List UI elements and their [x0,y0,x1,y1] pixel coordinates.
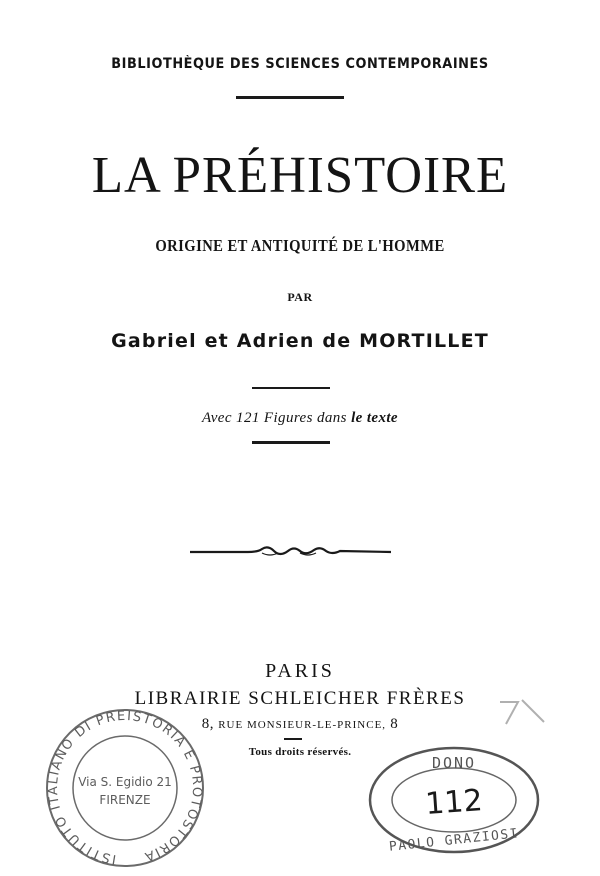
donation-stamp [366,744,542,856]
divider-top [236,96,344,99]
imprint-city: PARIS [265,660,335,682]
book-subtitle: ORIGINE ET ANTIQUITÉ DE L'HOMME [155,236,445,255]
address-number-left: 8, [201,716,214,732]
address-street: RUE MONSIEUR-LE-PRINCE, [218,719,387,731]
ornament-divider [188,541,393,561]
figures-note-bold: le texte [351,410,398,426]
series-title: BIBLIOTHÈQUE DES SCIENCES CONTEMPORAINES [111,56,489,72]
figures-note-text: Avec 121 Figures dans [202,410,347,426]
book-title: LA PRÉHISTOIRE [91,147,509,204]
stamp-ring-text: ISTITUTO ITALIANO DI PREISTORIA E PROTOSTORIA [45,708,205,867]
pencil-mark [492,692,552,732]
stamp-dono: DONO [431,754,477,772]
divider-imprint [284,738,302,740]
divider-middle [252,387,330,389]
stamp-handwritten-number: 112 [424,783,484,822]
stamp-center-line2: FIRENZE [99,793,151,807]
address-number-right: 8 [390,716,399,732]
rights-notice: Tous droits réservés. [248,746,352,758]
divider-lower [252,441,330,444]
imprint-publisher: LIBRAIRIE SCHLEICHER FRÈRES [134,688,466,709]
authors: Gabriel et Adrien de MORTILLET [111,330,489,352]
stamp-center-line1: Via S. Egidio 21 [78,775,172,789]
by-label: PAR [287,290,313,304]
stamp-donor-name: PAOLO GRAZIOSI [388,826,520,855]
library-stamp [40,706,210,870]
figures-note [0,410,600,427]
